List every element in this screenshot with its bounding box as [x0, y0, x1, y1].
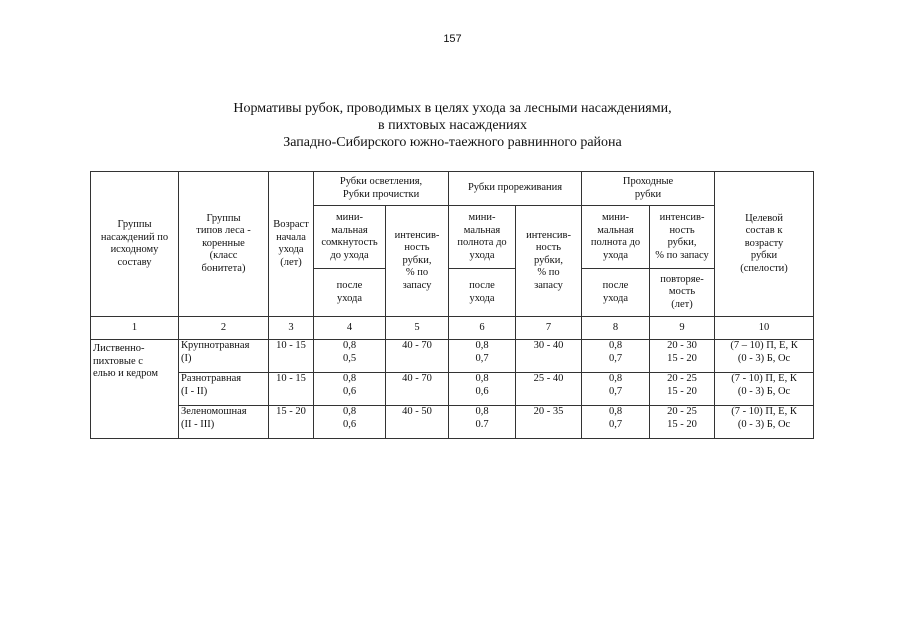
cell-line: пихтовые с: [93, 355, 143, 367]
title-line-2: в пихтовых насаждениях: [378, 118, 527, 133]
cell-line: (7 – 10) П, Е, К: [730, 340, 798, 351]
cell-line: Целевой: [745, 212, 783, 224]
document-title: [0, 100, 905, 151]
header-g3-intensity: [650, 206, 715, 269]
cell-line: Группы: [117, 219, 152, 230]
cell-line: (0 - 3) Б, Ос: [737, 352, 791, 364]
cell-line: (7 - 10) П, Е, К: [731, 406, 797, 417]
cleaning-intensity: 40 - 70: [386, 373, 449, 406]
passing-min-density: [582, 406, 650, 439]
page-number: 157: [443, 33, 462, 45]
cell-line: 20 - 25: [667, 406, 697, 417]
norms-table: [90, 171, 814, 439]
col-number: 7: [516, 317, 582, 340]
col-number: 6: [449, 317, 516, 340]
thinning-min-density: [449, 406, 516, 439]
target-composition: [715, 406, 814, 439]
cell-line: (класс: [209, 250, 238, 262]
cell-line: 15 - 20: [667, 385, 697, 397]
cell-line: бонитета): [201, 262, 246, 274]
forest-type: [179, 373, 269, 406]
cell-line: составу: [117, 256, 152, 268]
cell-line: сомкнутость: [321, 237, 378, 248]
header-g3-min-density: [582, 206, 650, 269]
header-g2-after: [449, 269, 516, 317]
cell-line: ухода: [602, 292, 629, 304]
cell-line: начала: [276, 231, 306, 243]
cell-line: насаждений по: [100, 231, 169, 243]
cell-line: мость: [668, 286, 696, 298]
cell-line: 0,8: [475, 406, 489, 417]
passing-intensity: [650, 373, 715, 406]
cell-line: мини-: [336, 212, 363, 223]
header-g2-min-density: [449, 206, 516, 269]
header-col-3: [269, 172, 314, 317]
cell-line: 20 - 30: [667, 340, 697, 351]
cell-line: полнота до: [590, 237, 641, 248]
cell-line: коренные: [202, 237, 245, 249]
cell-line: интенсив-: [659, 212, 705, 223]
cell-line: 15 - 20: [667, 418, 697, 430]
cell-line: мини-: [602, 212, 630, 223]
forest-type: [179, 406, 269, 439]
cell-line: 0,8: [608, 340, 623, 351]
cell-line: рубки,: [534, 254, 563, 266]
title-line-1: Нормативы рубок, проводимых в целях ухода за лесными насаждениями,: [233, 101, 672, 116]
cell-line: повторяе-: [660, 273, 704, 285]
cell-line: % по: [537, 267, 560, 279]
cell-line: мальная: [597, 224, 634, 236]
cell-line: (7 - 10) П, Е, К: [731, 373, 797, 384]
cell-line: исходному: [110, 244, 159, 255]
col-number: 3: [269, 317, 314, 340]
table-row: [91, 406, 814, 439]
cell-line: (I): [181, 352, 192, 364]
cell-line: ность: [535, 242, 562, 254]
column-number-row: [91, 317, 814, 340]
col-number: 4: [314, 317, 386, 340]
header-col-1: [91, 172, 179, 317]
forest-group-label: [91, 340, 179, 439]
cell-line: Разнотравная: [181, 373, 242, 384]
cell-line: Лиственно-: [93, 343, 145, 354]
target-composition: [715, 340, 814, 373]
cell-line: ность: [669, 224, 695, 236]
table-row: [91, 340, 814, 373]
header-group-cleaning: [314, 172, 449, 206]
cleaning-min-density: [314, 373, 386, 406]
cell-line: 0,5: [342, 352, 357, 364]
cell-line: до ухода: [330, 249, 369, 261]
cell-line: типов леса -: [196, 225, 251, 237]
cell-line: ухода: [336, 292, 363, 304]
cell-line: мальная: [463, 224, 501, 236]
cell-line: (спелости): [740, 262, 788, 274]
cell-line: Рубки прочистки: [342, 188, 420, 200]
passing-min-density: [582, 373, 650, 406]
cell-line: 0,7: [608, 385, 623, 397]
thinning-min-density: [449, 373, 516, 406]
cell-line: запасу: [402, 279, 432, 291]
title-line-3: Западно-Сибирского южно-таежного равнинного района: [283, 135, 622, 150]
cell-line: состав к: [745, 225, 783, 237]
cleaning-min-density: [314, 406, 386, 439]
cell-line: ухода: [469, 249, 495, 261]
cleaning-intensity: 40 - 50: [386, 406, 449, 439]
cell-line: мальная: [331, 224, 368, 236]
cell-line: 20 - 25: [667, 373, 697, 384]
col-number: 1: [91, 317, 179, 340]
cell-line: 0,8: [342, 373, 357, 384]
cell-line: 0,7: [475, 352, 489, 364]
cleaning-min-density: [314, 340, 386, 373]
header-g1-intensity: [386, 206, 449, 317]
cell-line: Зеленомошная: [181, 406, 247, 417]
cell-line: запасу: [534, 279, 563, 291]
cell-line: 0,8: [342, 340, 357, 351]
cell-line: 0,8: [608, 406, 623, 417]
header-row-1: [91, 172, 814, 206]
cell-line: % по запасу: [655, 249, 709, 261]
thinning-intensity: 30 - 40: [516, 340, 582, 373]
cell-line: 0,8: [342, 406, 357, 417]
thinning-intensity: 25 - 40: [516, 373, 582, 406]
cell-line: ухода: [602, 249, 629, 261]
cell-line: 0,7: [608, 352, 623, 364]
cell-line: после: [602, 280, 629, 291]
header-g3-after: [582, 269, 650, 317]
cell-line: 0,6: [475, 385, 489, 397]
cell-line: (0 - 3) Б, Ос: [737, 418, 791, 430]
passing-intensity: [650, 406, 715, 439]
cell-line: % по: [405, 267, 429, 279]
cell-line: рубки: [634, 188, 662, 200]
passing-min-density: [582, 340, 650, 373]
cell-line: Рубки осветления,: [339, 176, 423, 187]
target-composition: [715, 373, 814, 406]
col-number: 9: [650, 317, 715, 340]
cell-line: (лет): [671, 298, 693, 310]
cleaning-intensity: 40 - 70: [386, 340, 449, 373]
cell-line: Проходные: [622, 176, 674, 187]
cell-line: Рубки прореживания: [467, 182, 563, 194]
cell-line: 0,7: [608, 418, 623, 430]
header-g2-intensity: [516, 206, 582, 317]
cell-line: (лет): [280, 256, 302, 268]
cell-line: елью и кедром: [93, 368, 159, 379]
header-col-10: [715, 172, 814, 317]
cell-line: ухода: [469, 292, 495, 304]
cell-line: полнота до: [457, 237, 507, 248]
cell-line: 0,8: [608, 373, 623, 384]
header-group-passing: [582, 172, 715, 206]
cell-line: ность: [404, 242, 430, 254]
cell-line: после: [336, 280, 363, 291]
cell-line: (II - III): [181, 418, 215, 430]
cell-line: рубки,: [667, 237, 697, 248]
thinning-intensity: 20 - 35: [516, 406, 582, 439]
cell-line: Крупнотравная: [181, 340, 250, 351]
cell-line: (I - II): [181, 385, 208, 397]
cell-line: ухода: [278, 244, 304, 255]
care-start-age: 15 - 20: [269, 406, 314, 439]
cell-line: Возраст: [273, 219, 309, 230]
cell-line: после: [469, 280, 495, 291]
header-g1-after: [314, 269, 386, 317]
cell-line: интенсив-: [526, 229, 571, 241]
table-row: [91, 373, 814, 406]
cell-line: интенсив-: [394, 229, 440, 241]
cell-line: Группы: [206, 212, 241, 224]
col-number: 8: [582, 317, 650, 340]
cell-line: 0,6: [342, 418, 357, 430]
cell-line: рубки,: [402, 254, 432, 266]
thinning-min-density: [449, 340, 516, 373]
cell-line: 0,8: [475, 340, 489, 351]
header-group-thinning: [449, 172, 582, 206]
header-g1-min-density: [314, 206, 386, 269]
header-col-2: [179, 172, 269, 317]
forest-type: [179, 340, 269, 373]
header-g3-repeat: [650, 269, 715, 317]
col-number: 2: [179, 317, 269, 340]
care-start-age: 10 - 15: [269, 373, 314, 406]
cell-line: (0 - 3) Б, Ос: [737, 385, 791, 397]
col-number: 10: [715, 317, 814, 340]
cell-line: мини-: [468, 212, 496, 223]
cell-line: 0.7: [475, 418, 489, 430]
cell-line: возрасту: [744, 237, 784, 249]
cell-line: 15 - 20: [667, 352, 697, 364]
cell-line: 0,6: [342, 385, 357, 397]
col-number: 5: [386, 317, 449, 340]
cell-line: 0,8: [475, 373, 489, 384]
care-start-age: 10 - 15: [269, 340, 314, 373]
cell-line: рубки: [750, 250, 778, 262]
passing-intensity: [650, 340, 715, 373]
